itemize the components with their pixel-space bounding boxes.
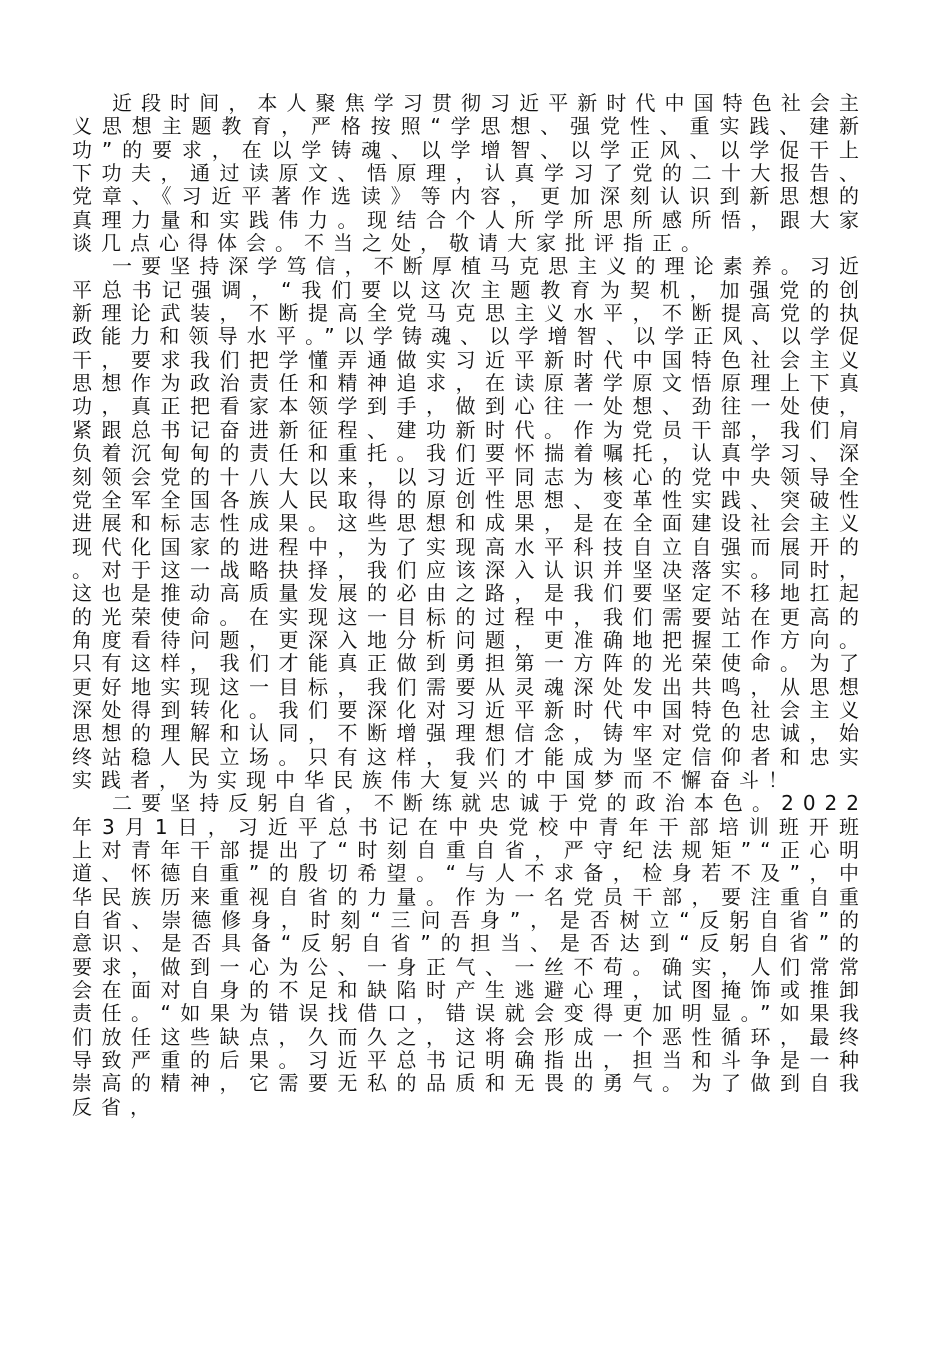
paragraph-point-two: 二要坚持反躬自省，不断练就忠诚于党的政治本色。2022年3月1日，习近平总书记在中央党校中青年干部培训班开班上对青年干部提出了“时刻自重自省，严守纪法规矩”“正心明道、怀德自重”的殷切希望。“与人不求备，检身若不及”，中华民族历来重视自省的力量。作为一名党员干部，要注重自重自省、崇德修身，时刻“三问吾身”，是否树立“反躬自省”的意识、是否具备“反躬自省”的担当、是否达到“反躬自省”的要求，做到一心为公、一身正气、一丝不苟。确实，人们常常会在面对自身的不足和缺陷时产生逃避心理，试图掩饰或推卸责任。“如果为错误找借口，错误就会变得更加明显。”如果我们放任这些缺点，久而久之，这将会形成一个恶性循环，最终导致严重的后果。习近平总书记明确指出，担当和斗争是一种崇高的精神，它需要无私的品质和无畏的勇气。为了做到自我反省， [72,791,868,1119]
paragraph-point-one: 一要坚持深学笃信，不断厚植马克思主义的理论素养。习近平总书记强调，“我们要以这次主题教育为契机，加强党的创新理论武装，不断提高全党马克思主义水平，不断提高党的执政能力和领导水平。”以学铸魂、以学增智、以学正风、以学促干，要求我们把学懂弄通做实习近平新时代中国特色社会主义思想作为政治责任和精神追求，在读原著学原文悟原理上下真功，真正把看家本领学到手，做到心往一处想、劲往一处使，紧跟总书记奋进新征程、建功新时代。作为党员干部，我们肩负着沉甸甸的责任和重托。我们要怀揣着嘱托，认真学习、深刻领会党的十八大以来，以习近平同志为核心的党中央领导全党全军全国各族人民取得的原创性思想、变革性实践、突破性进展和标志性成果。这些思想和成果，是在全面建设社会主义现代化国家的进程中，为了实现高水平科技自立自强而展开的。对于这一战略抉择，我们应该深入认识并坚决落实。同时，这也是推动高质量发展的必由之路，是我们要坚定不移地扛起的光荣使命。在实现这一目标的过程中，我们需要站在更高的角度看待问题，更深入地分析问题，更准确地把握工作方向。只有这样，我们才能真正做到勇担第一方阵的光荣使命。为了更好地实现这一目标，我们需要从灵魂深处发出共鸣，从思想深处得到转化。我们要深化对习近平新时代中国特色社会主义思想的理解和认同，不断增强理想信念，铸牢对党的忠诚，始终站稳人民立场。只有这样，我们才能成为坚定信仰者和忠实实践者，为实现中华民族伟大复兴的中国梦而不懈奋斗！ [72,254,868,792]
document-body [72,92,868,1119]
paragraph-intro: 近段时间，本人聚焦学习贯彻习近平新时代中国特色社会主义思想主题教育，严格按照“学思想、强党性、重实践、建新功”的要求，在以学铸魂、以学增智、以学正风、以学促干上下功夫，通过读原文、悟原理，认真学习了党的二十大报告、党章、《习近平著作选读》等内容，更加深刻认识到新思想的真理力量和实践伟力。现结合个人所学所思所感所悟，跟大家谈几点心得体会。不当之处，敬请大家批评指正。 [72,91,868,256]
